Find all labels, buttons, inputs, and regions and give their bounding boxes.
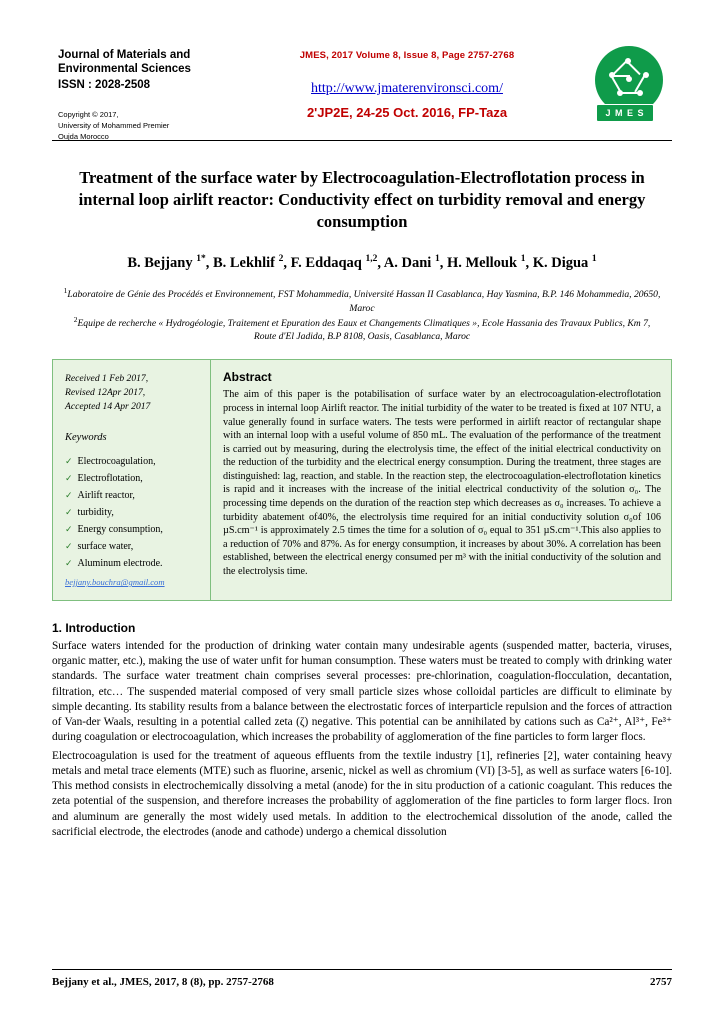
jmes-logo bbox=[590, 46, 668, 126]
journal-issn: ISSN : 2028-2508 bbox=[58, 78, 151, 91]
body-paragraph-1: Surface waters intended for the production of drinking water contain many undesirable agents (suspended matter, bacteria, viruses, organic matter, etc.), making the use of water unfit for human consumption. These waters must be treated to comply with drinking water standards. The surface water treatment chain comprises several processes: pre-chlorination, coagulation-flocculation, decantation, filtration, etc… The suspended material composed of very small particle sizes whose colloidal particles are difficult to eliminate by simple decanting. Its stability results from a balance between the electrostatic forces of interparticle repulsion and the forces of attraction of Van-der Waals, resulting in a potential called zeta (ζ) negative. This potential can be annihilated by cations such as Ca²⁺, Al³⁺, Fe³⁺ during coagulation or electrocoagulation, which increases the probability of agglomeration of the fine particles to form larger flocs. bbox=[52, 640, 672, 743]
section-heading-introduction: 1. Introduction bbox=[52, 621, 136, 636]
footer-citation: Bejjany et al., JMES, 2017, 8 (8), pp. 2757-2768 bbox=[52, 976, 274, 988]
affiliation-2: $^2$Equipe de recherche « Hydrogéologie, Traitement et Epuration des Eaux et Changements Climatiques », Ecole Hassania des Travaux Publics, Km 7, Route d'El Jadida, B.P 8108, Oasis, Casablanca, Maroc bbox=[73, 314, 651, 343]
abstract-text: The aim of this paper is the potabilisation of surface water by an electrocoagulation-electroflotation process in internal loop Airlift reactor. The initial turbidity of the water to be treated is fixed at 107 NTU, a value generally found in surface waters. The tests were performed in airlift reactor of rectangular shape with an internal loop with a useful volume of 850 mL. The evaluation of the performance of the treatment is carried out by measuring, during the electrolysis time, the effect of the initial electrical conductivity on the reduction of the turbidity and the electrical energy consumption. During the treatment, three stages are distinguished: lag, reaction, and stable. In the reaction step, the electrocoagulation-electroflotation kinetics is rapid and it increases with the increase of the initial electrical conductivity of the solution σ₀. The processing time depends on the duration of the reaction step which decreases as σ₀ increases. To achieve a turbidity abatement of40%, the electrolysis time required for an initial conductivity solution σ₀of 106 µS.cm⁻¹ is approximately 2.5 times the time for a solution of σ₀ equal to 351 µS.cm⁻¹.This also applies to a reduction of 70% and 87%. As for energy consumption, it increases by about 30%. A correlation has been established, between the electrical energy consumed per m³ with the initial conductivity of the solution and the electrolysis time. bbox=[223, 389, 661, 577]
issue-citation: JMES, 2017 Volume 8, Issue 8, Page 2757-2768 bbox=[299, 50, 515, 61]
list-item: ✓ surface water, bbox=[65, 538, 200, 555]
affiliations bbox=[52, 286, 672, 343]
footer-divider bbox=[52, 969, 672, 970]
page-header bbox=[52, 26, 672, 141]
abstract-heading: Abstract bbox=[223, 370, 272, 385]
conference-line: 2'JP2E, 24-25 Oct. 2016, FP-Taza bbox=[306, 105, 508, 120]
abstract-panel bbox=[52, 359, 672, 601]
copyright-line2: University of Mohammed Premier bbox=[58, 121, 170, 130]
page-title: Treatment of the surface water by Electrocoagulation-Electroflotation process in internal loop airlift reactor: Conductivity effect on turbidity removal and energy consumption bbox=[78, 168, 646, 231]
page-number: 2757 bbox=[650, 976, 672, 988]
journal-title-line1: Journal of Materials and bbox=[58, 49, 191, 61]
page-footer bbox=[52, 969, 672, 988]
list-item: ✓ Energy consumption, bbox=[65, 521, 200, 538]
issue-info bbox=[232, 50, 582, 120]
body-paragraph-2: Electrocoagulation is used for the treatment of aqueous effluents from the textile industry [1], refineries [2], water containing heavy metals and metal trace elements (MTE) such as fluorine, arsenic, nickel as well as chromium (VI) [3-5], as well as surface waters [6-10]. This method consists in electrochemically dissolving a metal (anode) for the in situ production of a cationic coagulant. This reduces the zeta potential of the suspension, and therefore increases the probability of agglomeration of the fine particles to form larger flocs. Iron and aluminum are generally the most widely used metals. In addition to the electrochemical dissolution of the anode, called the sacrificial electrode, the electrodes (anode and cathode) undergo a chemical dissolution bbox=[52, 750, 672, 838]
keywords-list bbox=[65, 453, 200, 572]
article-dates bbox=[65, 372, 200, 414]
corresponding-author-email[interactable]: bejjany.bouchra@gmail.com bbox=[65, 577, 165, 588]
keywords-heading: Keywords bbox=[65, 432, 107, 444]
abstract-sidebar bbox=[53, 360, 211, 600]
accepted-date: Accepted 14 Apr 2017 bbox=[65, 401, 151, 413]
journal-identity bbox=[58, 48, 218, 143]
list-item: ✓ Electroflotation, bbox=[65, 470, 200, 487]
copyright-line3: Oujda Morocco bbox=[58, 131, 109, 141]
journal-title bbox=[58, 48, 218, 77]
list-item: ✓ Airlift reactor, bbox=[65, 487, 200, 504]
journal-title-line2: Environmental Sciences bbox=[58, 63, 191, 76]
author-list: B. Bejjany $^{1*}$, B. Lekhlif $^2$, F. Eddaqaq $^{1,2}$, A. Dani $^1$, H. Mellouk $^1$, K. Digua $^1$ bbox=[127, 254, 597, 272]
copyright-block bbox=[58, 110, 218, 143]
received-date: Received 1 Feb 2017, bbox=[65, 373, 149, 385]
list-item: ✓ Aluminum electrode. bbox=[65, 555, 200, 572]
list-item: ✓ turbidity, bbox=[65, 504, 200, 521]
jmes-logo-text: J M E S bbox=[596, 104, 654, 122]
copyright-line1: Copyright © 2017, bbox=[58, 110, 119, 120]
abstract-content bbox=[211, 360, 671, 600]
revised-date: Revised 12Apr 2017, bbox=[65, 387, 146, 399]
journal-website-link[interactable]: http://www.jmaterenvironsci.com/ bbox=[311, 81, 503, 96]
affiliation-1: $^1$Laboratoire de Génie des Procédés et Environnement, FST Mohammedia, Université Hassan II Casablanca, Hay Yasmina, B.P. 146 Mohammedia, 20650, Maroc bbox=[63, 286, 661, 314]
list-item: ✓ Electrocoagulation, bbox=[65, 453, 200, 470]
